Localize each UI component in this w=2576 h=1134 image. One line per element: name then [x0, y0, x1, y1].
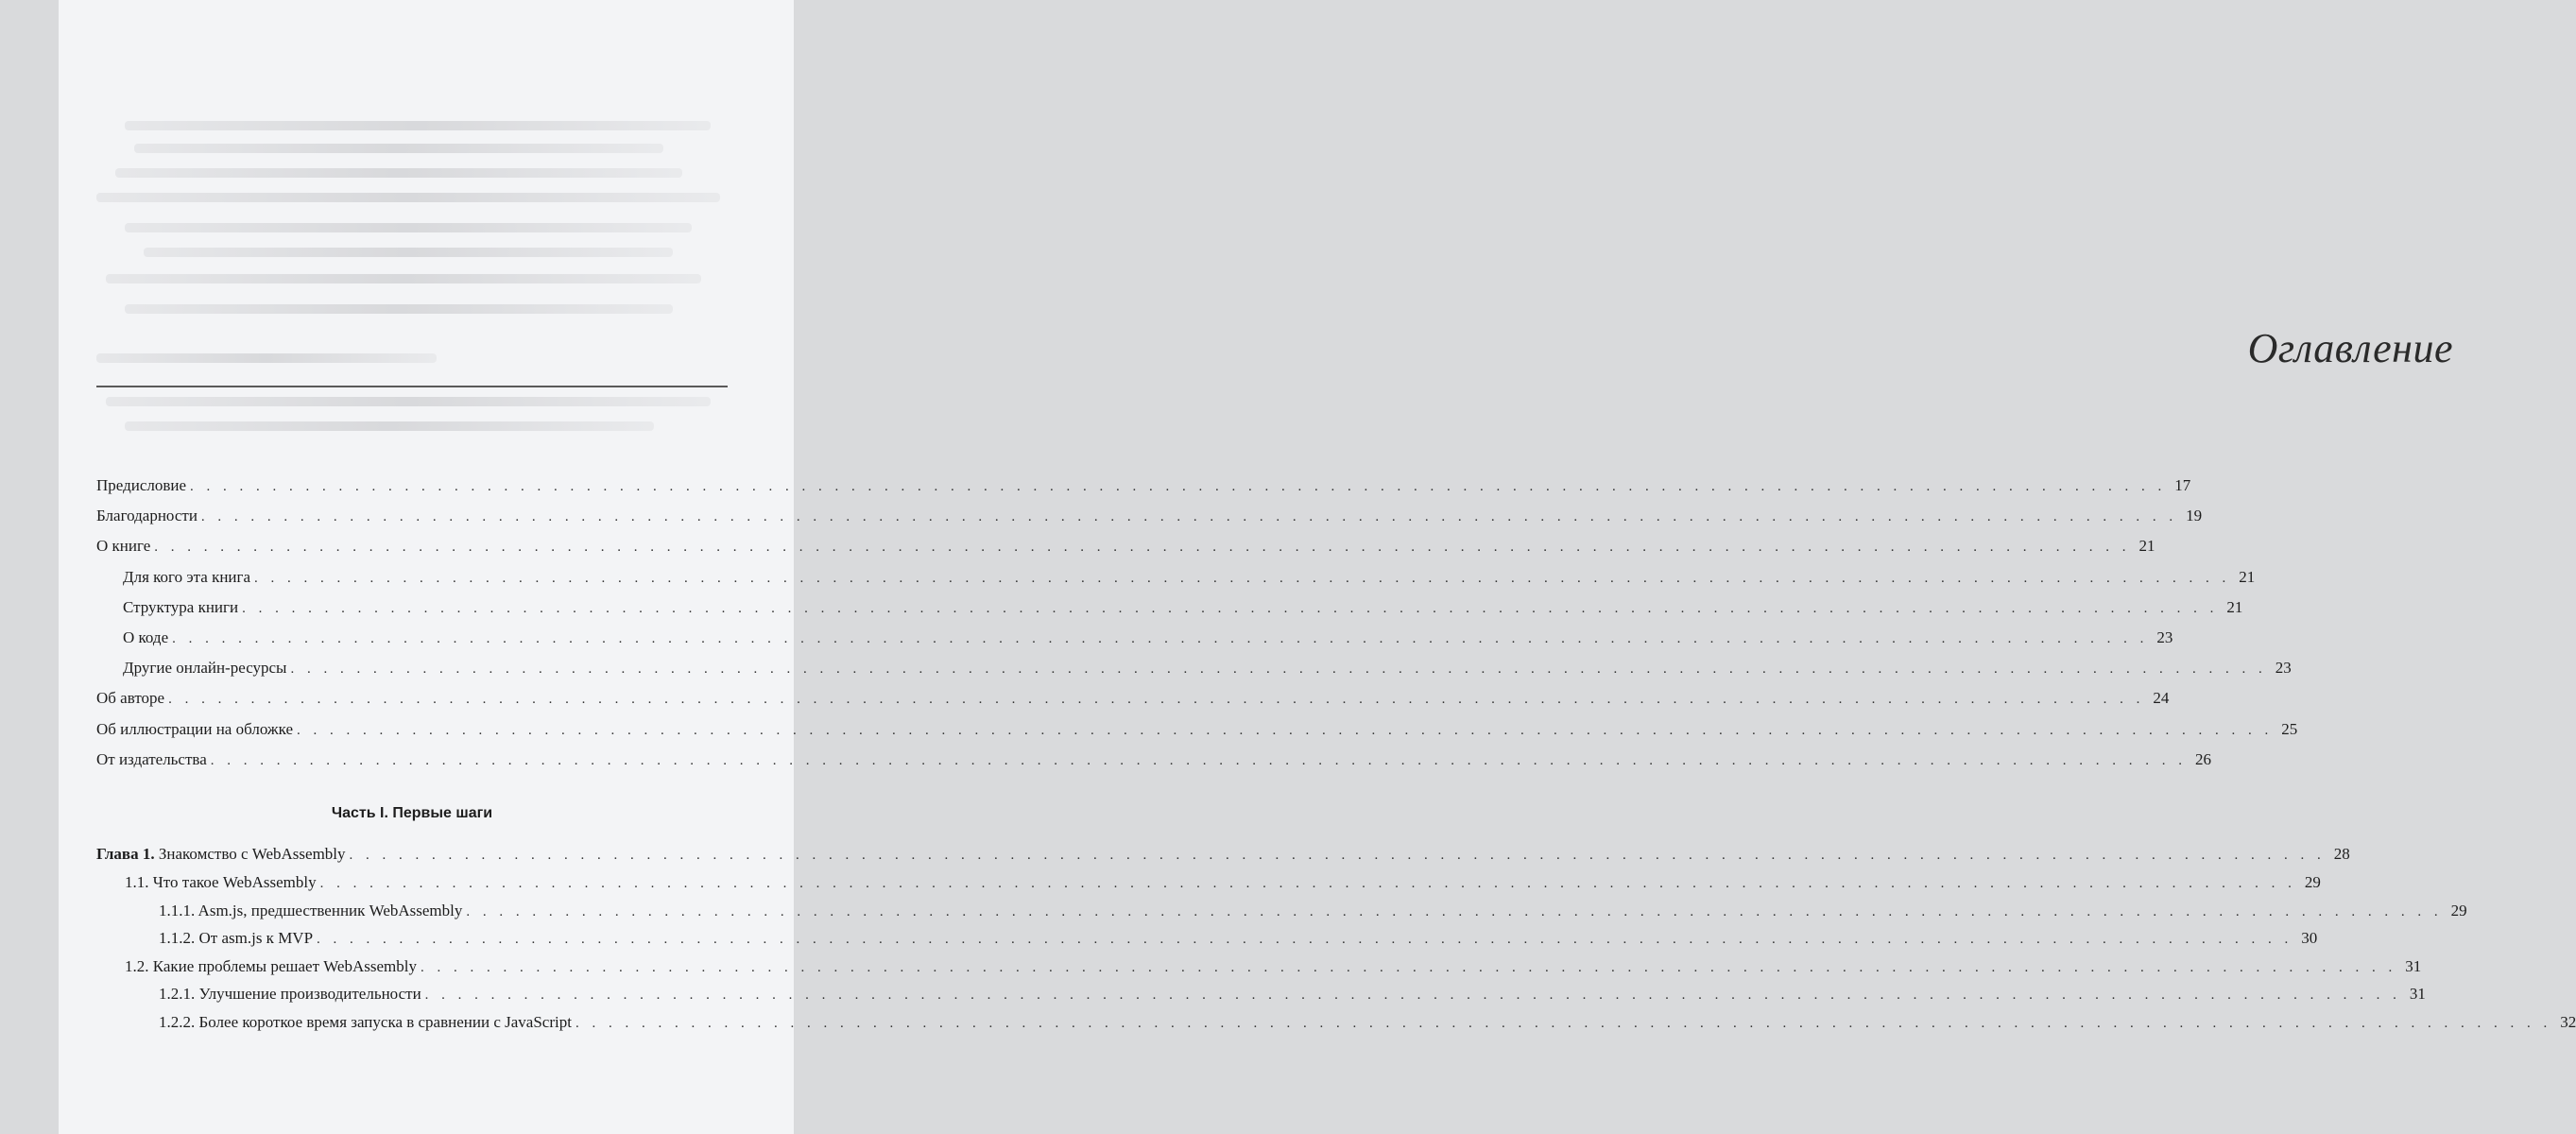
- page-number: 29: [2450, 901, 2467, 919]
- toc-entry-label: 1.2. Какие проблемы решает WebAssembly: [125, 956, 417, 975]
- leader-dots: . . . . . . . . . . . . . . . . . . . . . . . . . . . . . . . . . . . . . . . . . . . . . . . . . . . . . . . . . . . . . . . . . . . . . . . . . . . . . . . . . . . . . . . . . . . . . . . . . . . . . . . . . . . . . . . . . . . . . . . .: [200, 509, 2178, 525]
- page-number: 23: [2275, 659, 2292, 678]
- toc-entry[interactable]: [125, 956, 2422, 982]
- page-number: 30: [2301, 929, 2318, 948]
- toc-entry-label: Предисловие: [96, 476, 187, 494]
- toc-entry-label: О коде: [123, 628, 169, 646]
- leader-dots: . . . . . . . . . . . . . . . . . . . . . . . . . . . . . . . . . . . . . . . . . . . . . . . . . . . . . . . . . . . . . . . . . . . . . . . . . . . . . . . . . . . . . . . . . . . . . . . . . . . . . . . . . . . . . . . . . . . . . . . .: [190, 479, 2167, 494]
- toc-entry-label: 1.2.2. Более короткое время запуска в сравнении с JavaScript: [159, 1013, 572, 1031]
- leader-dots: . . . . . . . . . . . . . . . . . . . . . . . . . . . . . . . . . . . . . . . . . . . . . . . . . . . . . . . . . . . . . . . . . . . . . . . . . . . . . . . . . . . . . . . . . . . . . . . . . . . . . . . . . . . . . . . . . . . . . . . .: [424, 988, 2401, 1004]
- toc-entry[interactable]: [159, 929, 2318, 954]
- page-number: 32: [2560, 1013, 2576, 1031]
- leader-dots: . . . . . . . . . . . . . . . . . . . . . . . . . . . . . . . . . . . . . . . . . . . . . . . . . . . . . . . . . . . . . . . . . . . . . . . . . . . . . . . . . . . . . . . . . . . . . . . . . . . . . . . . . . . . . . . . . . . . . . . .: [297, 722, 2274, 738]
- leader-dots: . . . . . . . . . . . . . . . . . . . . . . . . . . . . . . . . . . . . . . . . . . . . . . . . . . . . . . . . . . . . . . . . . . . . . . . . . . . . . . . . . . . . . . . . . . . . . . . . . . . . . . . . . . . . . . . . . . . . . . . .: [154, 540, 2131, 556]
- toc-entry[interactable]: [159, 1013, 2576, 1038]
- leader-dots: . . . . . . . . . . . . . . . . . . . . . . . . . . . . . . . . . . . . . . . . . . . . . . . . . . . . . . . . . . . . . . . . . . . . . . . . . . . . . . . . . . . . . . . . . . . . . . . . . . . . . . . . . . . . . . . . . . . . . . . .: [349, 848, 2326, 863]
- page-number: 19: [2186, 507, 2203, 525]
- page-title: Оглавление: [2247, 325, 2453, 371]
- toc-entry-label: От издательства: [96, 749, 207, 768]
- title-rule: [96, 386, 728, 387]
- leader-dots: . . . . . . . . . . . . . . . . . . . . . . . . . . . . . . . . . . . . . . . . . . . . . . . . . . . . . . . . . . . . . . . . . . . . . . . . . . . . . . . . . . . . . . . . . . . . . . . . . . . . . . . . . . . . . . . . . . . . . . . .: [575, 1016, 2552, 1031]
- toc-entry-label: 1.1.2. От asm.js к MVP: [159, 929, 314, 948]
- page-number: 17: [2174, 476, 2191, 494]
- page-number: 21: [2138, 537, 2155, 556]
- page-number: 21: [2239, 567, 2256, 586]
- toc-entry[interactable]: [123, 628, 2173, 653]
- leader-dots: . . . . . . . . . . . . . . . . . . . . . . . . . . . . . . . . . . . . . . . . . . . . . . . . . . . . . . . . . . . . . . . . . . . . . . . . . . . . . . . . . . . . . . . . . . . . . . . . . . . . . . . . . . . . . . . . . . . . . . . .: [290, 662, 2267, 678]
- toc-entry[interactable]: [96, 476, 2191, 501]
- toc-entry[interactable]: [96, 507, 2203, 531]
- leader-dots: . . . . . . . . . . . . . . . . . . . . . . . . . . . . . . . . . . . . . . . . . . . . . . . . . . . . . . . . . . . . . . . . . . . . . . . . . . . . . . . . . . . . . . . . . . . . . . . . . . . . . . . . . . . . . . . . . . . . . . . .: [172, 631, 2149, 646]
- toc-entry[interactable]: [125, 873, 2321, 898]
- toc-entry[interactable]: [159, 985, 2426, 1009]
- page-number: 31: [2409, 985, 2426, 1004]
- part-title: Часть I. Первые шаги: [331, 805, 493, 821]
- leader-dots: . . . . . . . . . . . . . . . . . . . . . . . . . . . . . . . . . . . . . . . . . . . . . . . . . . . . . . . . . . . . . . . . . . . . . . . . . . . . . . . . . . . . . . . . . . . . . . . . . . . . . . . . . . . . . . . . . . . . . . . .: [466, 903, 2443, 919]
- toc-entry[interactable]: [96, 689, 2170, 713]
- toc-entry[interactable]: [123, 567, 2256, 593]
- toc-entry-label: Об иллюстрации на обложке: [96, 719, 294, 738]
- chapter-prefix: Глава 1.: [96, 845, 155, 863]
- toc-entry-label: Для кого эта книга: [123, 567, 251, 586]
- toc-entry[interactable]: [123, 659, 2292, 683]
- toc-entry-label: Благодарности: [96, 507, 197, 525]
- toc-entry[interactable]: [96, 749, 2212, 775]
- toc-entry[interactable]: [123, 597, 2243, 623]
- leader-dots: . . . . . . . . . . . . . . . . . . . . . . . . . . . . . . . . . . . . . . . . . . . . . . . . . . . . . . . . . . . . . . . . . . . . . . . . . . . . . . . . . . . . . . . . . . . . . . . . . . . . . . . . . . . . . . . . . . . . . . . .: [168, 692, 2145, 708]
- page-number: 25: [2281, 719, 2298, 738]
- toc-entry[interactable]: [96, 719, 2298, 745]
- page-number: 23: [2156, 628, 2173, 646]
- leader-dots: . . . . . . . . . . . . . . . . . . . . . . . . . . . . . . . . . . . . . . . . . . . . . . . . . . . . . . . . . . . . . . . . . . . . . . . . . . . . . . . . . . . . . . . . . . . . . . . . . . . . . . . . . . . . . . . . . . . . . . . .: [210, 752, 2188, 768]
- page-number: 29: [2304, 873, 2321, 891]
- leader-dots: . . . . . . . . . . . . . . . . . . . . . . . . . . . . . . . . . . . . . . . . . . . . . . . . . . . . . . . . . . . . . . . . . . . . . . . . . . . . . . . . . . . . . . . . . . . . . . . . . . . . . . . . . . . . . . . . . . . . . . . .: [254, 570, 2231, 586]
- leader-dots: . . . . . . . . . . . . . . . . . . . . . . . . . . . . . . . . . . . . . . . . . . . . . . . . . . . . . . . . . . . . . . . . . . . . . . . . . . . . . . . . . . . . . . . . . . . . . . . . . . . . . . . . . . . . . . . . . . . . . . . .: [420, 959, 2397, 975]
- toc-entry[interactable]: [96, 537, 2155, 561]
- toc-entry[interactable]: [159, 901, 2467, 926]
- toc-entry-label: О книге: [96, 537, 151, 556]
- chapter-title: Знакомство с WebAssembly: [154, 845, 346, 863]
- leader-dots: . . . . . . . . . . . . . . . . . . . . . . . . . . . . . . . . . . . . . . . . . . . . . . . . . . . . . . . . . . . . . . . . . . . . . . . . . . . . . . . . . . . . . . . . . . . . . . . . . . . . . . . . . . . . . . . . . . . . . . . .: [317, 932, 2293, 948]
- page-number: 31: [2405, 956, 2422, 975]
- leader-dots: . . . . . . . . . . . . . . . . . . . . . . . . . . . . . . . . . . . . . . . . . . . . . . . . . . . . . . . . . . . . . . . . . . . . . . . . . . . . . . . . . . . . . . . . . . . . . . . . . . . . . . . . . . . . . . . . . . . . . . . .: [319, 876, 2296, 891]
- toc-entry-label: Об авторе: [96, 689, 165, 708]
- page-number: 28: [2333, 845, 2350, 863]
- page-number: 21: [2226, 597, 2243, 616]
- toc-entry-chapter-1[interactable]: [96, 845, 2350, 869]
- page-number: 26: [2195, 749, 2212, 768]
- toc-entry-label: Другие онлайн-ресурсы: [123, 659, 287, 678]
- page-number: 24: [2153, 689, 2170, 708]
- leader-dots: . . . . . . . . . . . . . . . . . . . . . . . . . . . . . . . . . . . . . . . . . . . . . . . . . . . . . . . . . . . . . . . . . . . . . . . . . . . . . . . . . . . . . . . . . . . . . . . . . . . . . . . . . . . . . . . . . . . . . . . .: [242, 600, 2219, 616]
- toc-entry-label: 1.1.1. Asm.js, предшественник WebAssembly: [159, 901, 463, 919]
- toc-entry-label: Структура книги: [123, 597, 239, 616]
- toc-entry-label: 1.2.1. Улучшение производительности: [159, 985, 421, 1004]
- toc-entry-label: 1.1. Что такое WebAssembly: [125, 873, 317, 891]
